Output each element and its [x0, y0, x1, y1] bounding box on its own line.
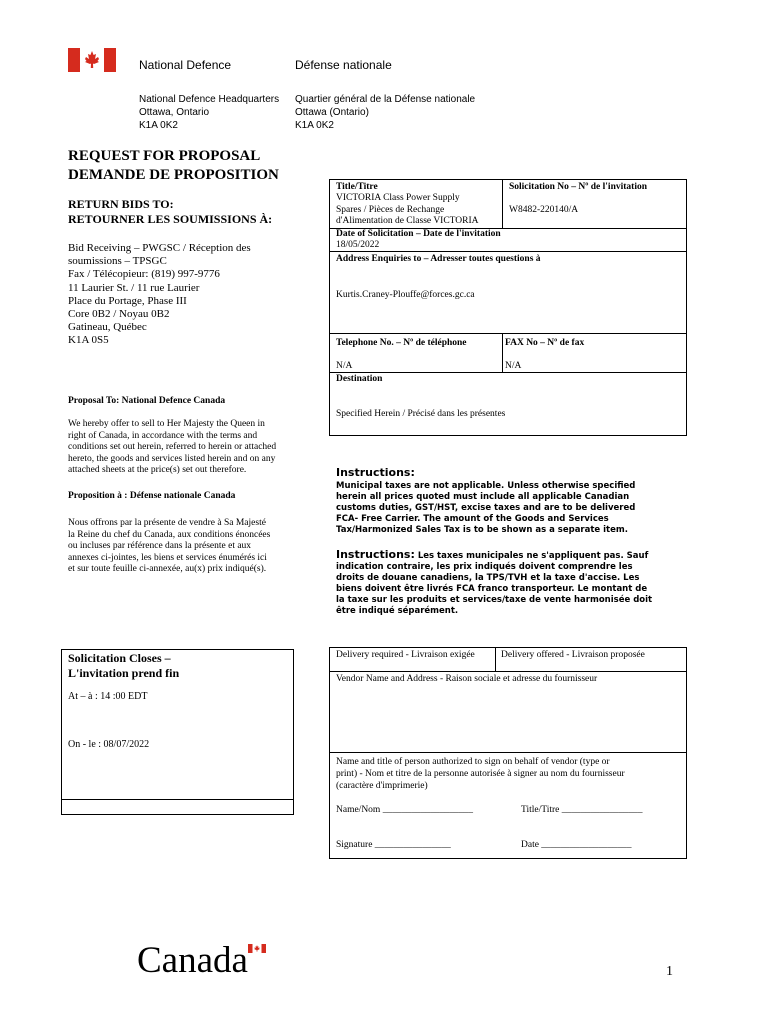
closing-time: At – à : 14 :00 EDT [68, 691, 148, 702]
proposal-text-en: We hereby offer to sell to Her Majesty the Queen in right of Canada, in accordance with the terms and conditions set out herein, referred to herein or attached hereto, the goods and services listed herein and on any attached sheets at the price(s) set out therefore. [68, 419, 277, 476]
destination-value: Specified Herein / Précisé dans les présentes [336, 409, 506, 419]
date-of-solicitation-value: 18/05/2022 [336, 240, 380, 250]
return-bids-address: Bid Receiving – PWGSC / Réception des soumissions – TPSGC Fax / Télécopieur: (819) 997-9776 11 Laurier St. / 11 rue Laurier Place du Portage, Phase III Core 0B2 / Noyau 0B2 Gatineau, Québec K1A 0S5 [68, 242, 251, 347]
fax-label: FAX No – Nº de fax [505, 338, 585, 348]
closing-date: On - le : 08/07/2022 [68, 739, 150, 750]
hq-address-fr: Quartier général de la Défense nationale Ottawa (Ontario) K1A 0K2 [295, 94, 476, 131]
fax-value: N/A [505, 361, 522, 371]
instructions-text-en: Municipal taxes are not applicable. Unless otherwise specified herein all prices quoted must include all applicable Canadian customs duties, GST/HST, excise taxes and are to be delivered FCA- Free Carrier. The amount of the Goods and Services Tax/Harmonized Sales Tax is to be shown as a separate item. [336, 481, 636, 535]
telephone-label: Telephone No. – Nº de téléphone [336, 338, 467, 348]
date-of-solicitation-label: Date of Solicitation – Date de l'invitation [336, 229, 501, 239]
instructions-text-fr: Instructions: Les taxes municipales ne s'appliquent pas. Sauf indication contraire, les prix indiqués doivent comprendre les droits de douane canadiens, la TPS/TVH et la taxe d'accise. Les biens doivent être livrés FCA franco transporteur. Le montant de la taxe sur les produits et services/taxe de vente harmonisée doit être indiqué séparément. [336, 548, 653, 616]
hq-address-en: National Defence Headquarters Ottawa, Ontario K1A 0K2 [139, 94, 280, 131]
solicitation-no-label: Solicitation No – Nº de l'invitation [509, 182, 647, 192]
proposal-heading-en: Proposal To: National Defence Canada [68, 396, 226, 406]
department-name-fr: Défense nationale [295, 58, 392, 72]
destination-label: Destination [336, 374, 383, 384]
canada-flag-icon [68, 48, 116, 72]
authorized-person-label: Name and title of person authorized to sign on behalf of vendor (type or print) - Nom et titre de la personne autorisée à signer au nom du fournisseur (caractère d'imprimerie) [336, 757, 625, 791]
delivery-offered-label: Delivery offered - Livraison proposée [501, 650, 645, 660]
instructions-heading-en: Instructions: [336, 466, 415, 479]
vendor-name-address-label: Vendor Name and Address - Raison sociale et adresse du fournisseur [336, 674, 598, 684]
signature-field[interactable]: Signature ________________ [336, 840, 451, 850]
canada-wordmark: Canada [137, 940, 248, 981]
address-enquiries-label: Address Enquiries to – Adresser toutes questions à [336, 254, 541, 264]
page-number: 1 [666, 964, 673, 979]
instructions-heading-fr: Instructions: [336, 548, 415, 561]
title-value: VICTORIA Class Power Supply Spares / Pièces de Rechange d'Alimentation de Classe VICTORIA [336, 193, 479, 227]
contact-email[interactable]: Kurtis.Craney-Plouffe@forces.gc.ca [336, 290, 475, 300]
name-field[interactable]: Name/Nom ___________________ [336, 805, 473, 815]
date-field[interactable]: Date ___________________ [521, 840, 632, 850]
return-bids-heading: RETURN BIDS TO: RETOURNER LES SOUMISSIONS À: [68, 197, 273, 226]
wordmark-flag-icon [248, 944, 266, 953]
delivery-required-label: Delivery required - Livraison exigée [336, 650, 475, 660]
department-name-en: National Defence [139, 58, 232, 72]
proposal-text-fr: Nous offrons par la présente de vendre à Sa Majesté la Reine du chef du Canada, aux conditions énoncées ou incluses par référence dans la présente et aux annexes ci-jointes, les biens et services énumérés ici et sur toute feuille ci-annexée, au(x) prix indiqué(s). [68, 518, 271, 575]
telephone-value: N/A [336, 361, 353, 371]
solicitation-no-value: W8482-220140/A [509, 205, 579, 215]
title-field[interactable]: Title/Titre _________________ [521, 805, 643, 815]
proposal-heading-fr: Proposition à : Défense nationale Canada [68, 491, 236, 501]
solicitation-closes-heading: Solicitation Closes – L'invitation prend fin [68, 651, 180, 680]
title-label: Title/Titre [336, 182, 378, 192]
document-title: REQUEST FOR PROPOSAL DEMANDE DE PROPOSITION [68, 148, 279, 183]
